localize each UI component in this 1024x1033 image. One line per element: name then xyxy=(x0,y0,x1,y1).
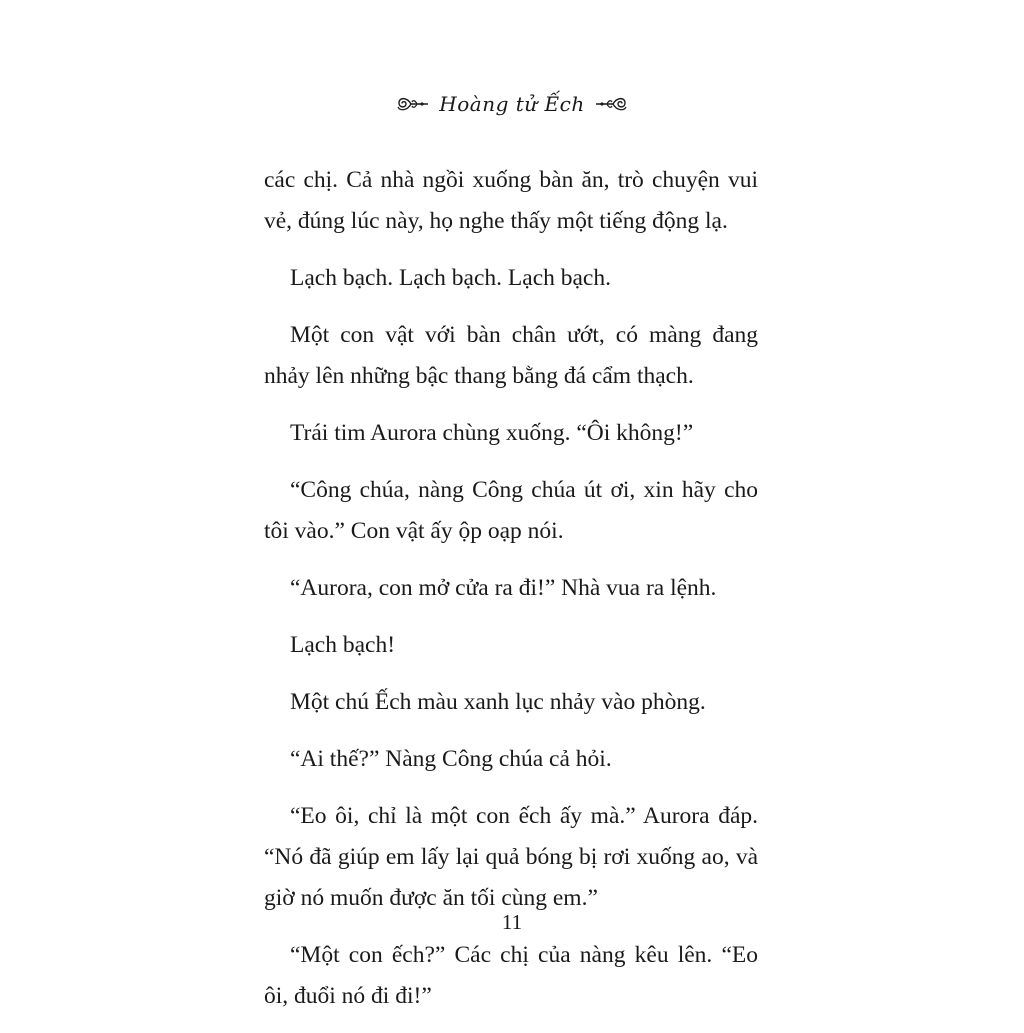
page-number: 11 xyxy=(501,910,523,934)
flourish-right-icon xyxy=(595,94,629,114)
paragraph: Một chú Ếch màu xanh lục nhảy vào phòng. xyxy=(290,689,706,715)
paragraph: các chị. Cả nhà ngồi xuống bàn ăn, trò chuyện vui vẻ, đúng lúc này, họ nghe thấy một tiếng động lạ. xyxy=(264,167,758,234)
paragraph: Lạch bạch! xyxy=(290,632,396,658)
paragraph: Một con vật với bàn chân ướt, có màng đang nhảy lên những bậc thang bằng đá cẩm thạch. xyxy=(264,322,758,389)
running-header xyxy=(0,86,1024,122)
body-text xyxy=(264,160,758,1033)
running-title: Hoàng tử Ếch xyxy=(439,92,585,116)
flourish-left-icon xyxy=(395,94,429,114)
paragraph: “Ai thế?” Nàng Công chúa cả hỏi. xyxy=(290,746,612,772)
paragraph: Trái tim Aurora chùng xuống. “Ôi không!” xyxy=(290,420,694,446)
paragraph: Lạch bạch. Lạch bạch. Lạch bạch. xyxy=(290,265,611,291)
paragraph: “Một con ếch?” Các chị của nàng kêu lên. “Eo ôi, đuổi nó đi đi!” xyxy=(264,942,758,1009)
paragraph: “Công chúa, nàng Công chúa út ơi, xin hãy cho tôi vào.” Con vật ấy ộp oạp nói. xyxy=(264,477,758,544)
paragraph: “Eo ôi, chỉ là một con ếch ấy mà.” Aurora đáp. “Nó đã giúp em lấy lại quả bóng bị rơi xuống ao, và giờ nó muốn được ăn tối cùng em.” xyxy=(264,803,758,911)
paragraph: “Aurora, con mở cửa ra đi!” Nhà vua ra lệnh. xyxy=(290,575,717,601)
